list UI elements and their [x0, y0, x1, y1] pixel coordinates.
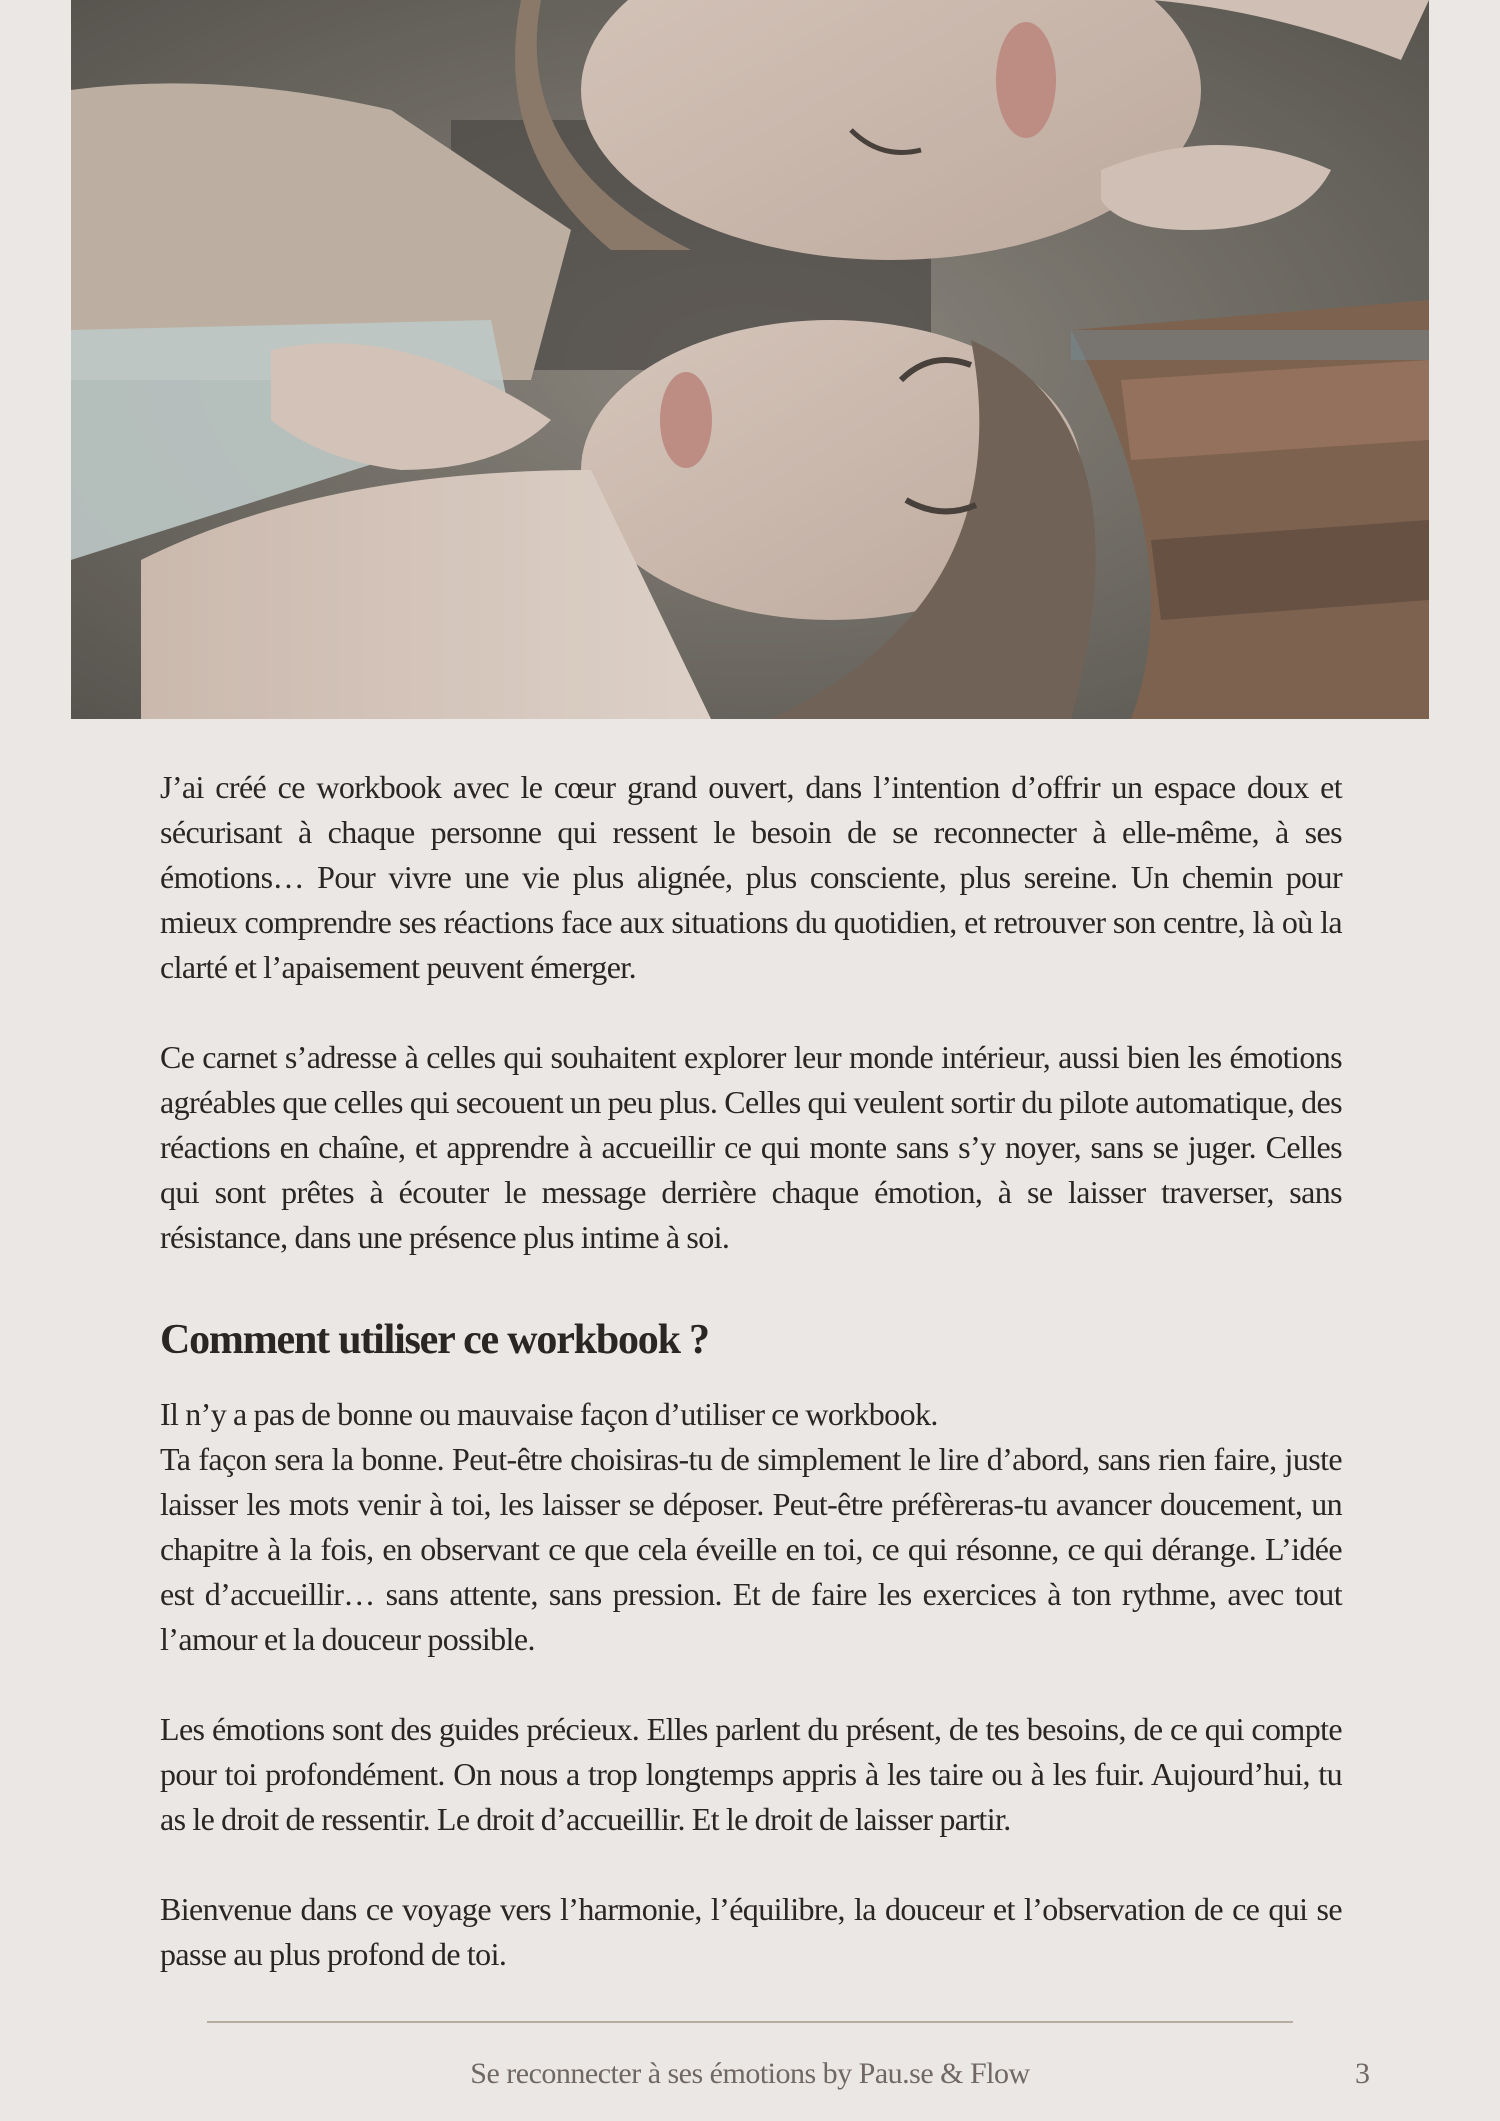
footer-title: Se reconnecter à ses émotions by Pau.se & Flow: [470, 2057, 1030, 2090]
photo-two-women-icon: [71, 0, 1429, 719]
cover-photo: [71, 0, 1429, 719]
intro-paragraph-2: Ce carnet s’adresse à celles qui souhaitent explorer leur monde intérieur, aussi bien les émotions agréables que celles qui secouent un peu plus. Celles qui veulent sortir du pilote automatique, des réactions en chaîne, et apprendre à accueillir ce qui monte sans s’y noyer, sans se juger. Celles qui sont prêtes à écouter le message derrière chaque émotion, à se laisser traverser, sans résistance, dans une présence plus intime à soi.: [160, 1039, 1342, 1255]
section-paragraph-1: Ta façon sera la bonne. Peut-être choisiras-tu de simplement le lire d’abord, sans rien faire, juste laisser les mots venir à toi, les laisser se déposer. Peut-être préfèreras-tu avancer doucement, un chapitre à la fois, en observant ce que cela éveille en toi, ce qui résonne, ce qui dérange. L’idée est d’accueillir… sans attente, sans pression. Et de faire les exercices à ton rythme, avec tout l’amour et la douceur possible.: [160, 1441, 1342, 1657]
section-heading: Comment utiliser ce workbook ?: [160, 1317, 709, 1363]
main-content: [160, 765, 1342, 1977]
section-first-line: Il n’y a pas de bonne ou mauvaise façon d’utiliser ce workbook.: [160, 1396, 938, 1432]
section-paragraph-2: Les émotions sont des guides précieux. Elles parlent du présent, de tes besoins, de ce qui compte pour toi profondément. On nous a trop longtemps appris à les taire ou à les fuir. Aujourd’hui, tu as le droit de ressentir. Le droit d’accueillir. Et le droit de laisser partir.: [160, 1711, 1342, 1837]
footer-divider: [207, 2021, 1293, 2023]
intro-paragraph-1: J’ai créé ce workbook avec le cœur grand ouvert, dans l’intention d’offrir un espace doux et sécurisant à chaque personne qui ressent le besoin de se reconnecter à elle-même, à ses émotions… Pour vivre une vie plus alignée, plus consciente, plus sereine. Un chemin pour mieux comprendre ses réactions face aux situations du quotidien, et retrouver son centre, là où la clarté et l’apaisement peuvent émerger.: [160, 769, 1342, 985]
page-number: 3: [1355, 2057, 1370, 2090]
section-paragraph-3: Bienvenue dans ce voyage vers l’harmonie, l’équilibre, la douceur et l’observation de ce qui se passe au plus profond de toi.: [160, 1891, 1342, 1972]
